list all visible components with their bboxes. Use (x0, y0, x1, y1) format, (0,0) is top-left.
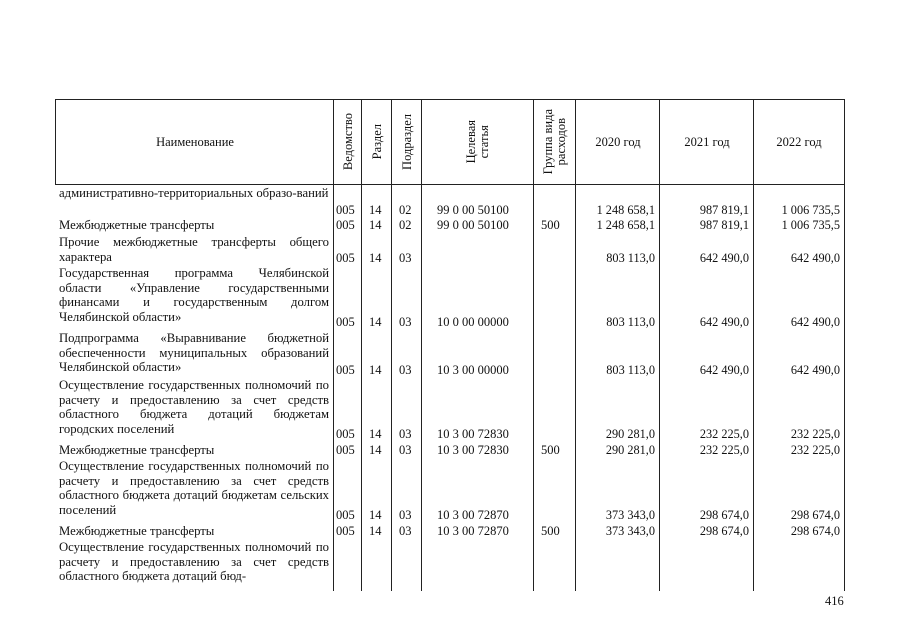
cell-target: 99 0 00 50100 (437, 218, 509, 232)
cell-razdel: 14 (369, 218, 382, 232)
header-podrazdel (392, 100, 422, 184)
cell-podrazdel: 03 (399, 427, 412, 441)
cell-target: 10 3 00 72830 (437, 427, 509, 441)
table-row-name: Межбюджетные трансферты (59, 524, 215, 538)
cell-razdel: 14 (369, 315, 382, 329)
column-divider (533, 99, 534, 591)
cell-2021: 642 490,0 (699, 251, 749, 265)
cell-2022: 642 490,0 (790, 363, 840, 377)
cell-razdel: 14 (369, 524, 382, 538)
table-row-name: Межбюджетные трансферты (59, 443, 215, 457)
cell-2021: 232 225,0 (699, 427, 749, 441)
cell-razdel: 14 (369, 363, 382, 377)
cell-2020: 290 281,0 (605, 427, 655, 441)
cell-razdel: 14 (369, 203, 382, 217)
cell-2022: 232 225,0 (790, 427, 840, 441)
cell-podrazdel: 03 (399, 524, 412, 538)
cell-podrazdel: 03 (399, 251, 412, 265)
cell-2022: 232 225,0 (790, 443, 840, 457)
cell-2021: 642 490,0 (699, 315, 749, 329)
table-header (55, 99, 845, 185)
cell-vedomstvo: 005 (336, 315, 355, 329)
header-podrazdel-label: Подраздел (399, 114, 414, 170)
column-divider (391, 99, 392, 591)
cell-group: 500 (541, 443, 560, 457)
table-row-name: Осуществление государственных полномочий по расчету и предоставлению за счет средств областного бюджета дотаций бюджетам сельских поселений (59, 459, 329, 517)
header-2020: 2020 год (595, 134, 641, 149)
page-number: 416 (825, 594, 844, 608)
table-row-name: Подпрограмма «Выравнивание бюджетной обеспеченности муниципальных образований Челябинской области» (59, 331, 329, 374)
cell-2021: 298 674,0 (699, 524, 749, 538)
table-row-name: Межбюджетные трансферты (59, 218, 215, 232)
cell-2020: 803 113,0 (606, 251, 655, 265)
cell-vedomstvo: 005 (336, 218, 355, 232)
cell-podrazdel: 02 (399, 218, 412, 232)
header-vedomstvo (334, 100, 362, 184)
cell-2022: 642 490,0 (790, 315, 840, 329)
table-row-name: Осуществление государственных полномочий по расчету и предоставлению за счет средств областного бюджета дотаций бюд- (59, 540, 329, 583)
cell-2022: 642 490,0 (790, 251, 840, 265)
table-row-name: Осуществление государственных полномочий по расчету и предоставлению за счет средств областного бюджета дотаций бюджетам городских поселений (59, 378, 329, 436)
cell-vedomstvo: 005 (336, 251, 355, 265)
cell-podrazdel: 03 (399, 443, 412, 457)
cell-target: 10 3 00 72830 (437, 443, 509, 457)
header-2022: 2022 год (776, 134, 822, 149)
cell-target: 99 0 00 50100 (437, 203, 509, 217)
cell-2020: 373 343,0 (605, 508, 655, 522)
table-row-name: Государственная программа Челябинской области «Управление государственными финансами и государственным долгом Челябинской области» (59, 266, 329, 324)
header-group (534, 100, 576, 184)
cell-2021: 232 225,0 (699, 443, 749, 457)
cell-2022: 1 006 735,5 (781, 218, 840, 232)
header-razdel-label: Раздел (369, 124, 384, 160)
cell-vedomstvo: 005 (336, 443, 355, 457)
cell-razdel: 14 (369, 251, 382, 265)
header-name: Наименование (156, 134, 234, 149)
cell-target: 10 3 00 72870 (437, 508, 509, 522)
cell-target: 10 0 00 00000 (437, 315, 509, 329)
header-2021: 2021 год (684, 134, 730, 149)
column-divider (421, 99, 422, 591)
cell-podrazdel: 03 (399, 508, 412, 522)
column-divider (844, 99, 845, 591)
header-vedomstvo-label: Ведомство (340, 113, 355, 171)
cell-target: 10 3 00 72870 (437, 524, 509, 538)
cell-razdel: 14 (369, 508, 382, 522)
cell-2020: 1 248 658,1 (596, 203, 655, 217)
table-row-name: Прочие межбюджетные трансферты общего характера (59, 235, 329, 264)
cell-vedomstvo: 005 (336, 203, 355, 217)
cell-2021: 642 490,0 (699, 363, 749, 377)
cell-podrazdel: 03 (399, 315, 412, 329)
header-target (422, 100, 534, 184)
cell-vedomstvo: 005 (336, 427, 355, 441)
header-group-label: Группа вида расходов (541, 109, 568, 175)
cell-2020: 1 248 658,1 (596, 218, 655, 232)
cell-2022: 298 674,0 (790, 524, 840, 538)
cell-podrazdel: 02 (399, 203, 412, 217)
header-razdel (362, 100, 392, 184)
cell-vedomstvo: 005 (336, 508, 355, 522)
cell-razdel: 14 (369, 427, 382, 441)
cell-2021: 987 819,1 (699, 203, 749, 217)
cell-2020: 803 113,0 (606, 315, 655, 329)
cell-vedomstvo: 005 (336, 524, 355, 538)
column-divider (361, 99, 362, 591)
cell-podrazdel: 03 (399, 363, 412, 377)
table-row-name: административно-территориальных образо-ваний (59, 186, 329, 200)
cell-target: 10 3 00 00000 (437, 363, 509, 377)
column-divider (333, 99, 334, 591)
cell-2021: 987 819,1 (699, 218, 749, 232)
cell-2021: 298 674,0 (699, 508, 749, 522)
cell-2022: 298 674,0 (790, 508, 840, 522)
cell-vedomstvo: 005 (336, 363, 355, 377)
cell-2020: 803 113,0 (606, 363, 655, 377)
cell-2020: 290 281,0 (605, 443, 655, 457)
header-target-label: Целевая статья (464, 120, 491, 164)
cell-group: 500 (541, 524, 560, 538)
cell-group: 500 (541, 218, 560, 232)
cell-2022: 1 006 735,5 (781, 203, 840, 217)
cell-razdel: 14 (369, 443, 382, 457)
cell-2020: 373 343,0 (605, 524, 655, 538)
